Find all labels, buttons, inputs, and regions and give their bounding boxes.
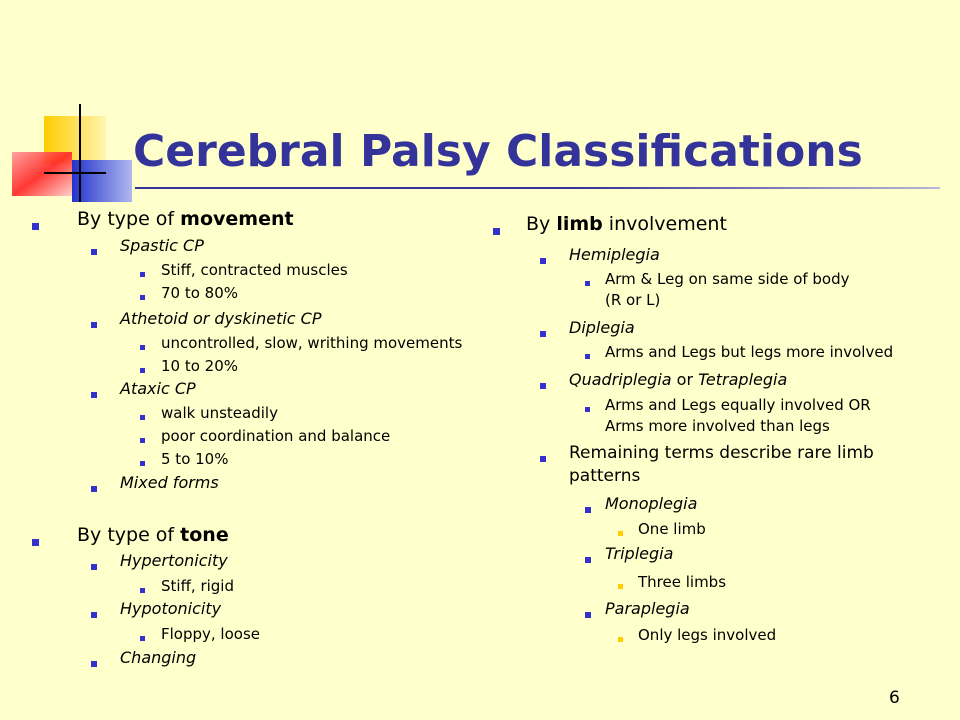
bullet-icon [585, 354, 590, 359]
bullet-icon [618, 531, 623, 536]
bullet-icon [585, 507, 591, 513]
bullet-icon [140, 345, 145, 350]
bullet-icon [618, 584, 623, 589]
bullet-icon [91, 322, 97, 328]
page-number: 6 [889, 688, 900, 708]
ataxic-sub-3: 5 to 10% [161, 450, 229, 468]
hypotonicity-label: Hypotonicity [120, 599, 222, 618]
bullet-icon [140, 461, 145, 466]
bullet-icon [585, 281, 590, 286]
bullet-icon [140, 636, 145, 641]
spastic-sub-2: 70 to 80% [161, 284, 239, 302]
bullet-icon [91, 486, 97, 492]
bullet-icon [140, 272, 145, 277]
bullet-icon [540, 331, 546, 337]
changing-label: Changing [120, 648, 197, 667]
quadriplegia-label: Quadriplegia or Tetraplegia [569, 370, 788, 389]
ataxic-sub-2: poor coordination and balance [161, 427, 391, 445]
title-underline [135, 187, 940, 189]
hemiplegia-label: Hemiplegia [569, 245, 660, 264]
bullet-icon [540, 383, 546, 389]
quadriplegia-sub-1: Arms and Legs equally involved OR [605, 396, 871, 414]
hypertonicity-sub: Stiff, rigid [161, 577, 234, 595]
hemiplegia-sub-1: Arm & Leg on same side of body [605, 270, 850, 288]
bullet-icon [618, 637, 623, 642]
bullet-icon [91, 392, 97, 398]
triplegia-sub: Three limbs [638, 573, 727, 591]
paraplegia-label: Paraplegia [605, 599, 690, 618]
monoplegia-sub: One limb [638, 520, 706, 538]
athetoid-sub-1: uncontrolled, slow, writhing movements [161, 334, 463, 352]
hypotonicity-sub: Floppy, loose [161, 625, 260, 643]
limb-heading: By limb involvement [526, 213, 727, 235]
remaining-terms-line-1: Remaining terms describe rare limb [569, 443, 874, 463]
bullet-icon [493, 228, 500, 235]
diplegia-sub: Arms and Legs but legs more involved [605, 343, 894, 361]
ataxic-label: Ataxic CP [120, 379, 196, 398]
decorative-squares-graphic [0, 0, 140, 210]
bullet-icon [140, 438, 145, 443]
bullet-icon [140, 295, 145, 300]
ataxic-sub-1: walk unsteadily [161, 404, 278, 422]
spastic-label: Spastic CP [120, 236, 204, 255]
bullet-icon [585, 612, 591, 618]
bullet-icon [91, 661, 97, 667]
bullet-icon [91, 249, 97, 255]
bullet-icon [585, 557, 591, 563]
spastic-sub-1: Stiff, contracted muscles [161, 261, 348, 279]
mixed-label: Mixed forms [120, 473, 219, 492]
bullet-icon [585, 407, 590, 412]
bullet-icon [91, 612, 97, 618]
hypertonicity-label: Hypertonicity [120, 551, 228, 570]
movement-heading: By type of movement [77, 208, 294, 230]
bullet-icon [540, 258, 546, 264]
paraplegia-sub: Only legs involved [638, 626, 777, 644]
bullet-icon [32, 539, 39, 546]
remaining-terms-line-2: patterns [569, 466, 641, 486]
hemiplegia-sub-2: (R or L) [605, 291, 661, 309]
diplegia-label: Diplegia [569, 318, 635, 337]
quadriplegia-sub-2: Arms more involved than legs [605, 417, 830, 435]
athetoid-label: Athetoid or dyskinetic CP [120, 309, 322, 328]
tone-heading: By type of tone [77, 524, 229, 546]
bullet-icon [140, 415, 145, 420]
bullet-icon [540, 456, 546, 462]
slide-title: Cerebral Palsy Classifications [133, 126, 863, 177]
bullet-icon [140, 368, 145, 373]
monoplegia-label: Monoplegia [605, 494, 698, 513]
triplegia-label: Triplegia [605, 544, 674, 563]
bullet-icon [91, 564, 97, 570]
bullet-icon [32, 223, 39, 230]
athetoid-sub-2: 10 to 20% [161, 357, 239, 375]
bullet-icon [140, 588, 145, 593]
